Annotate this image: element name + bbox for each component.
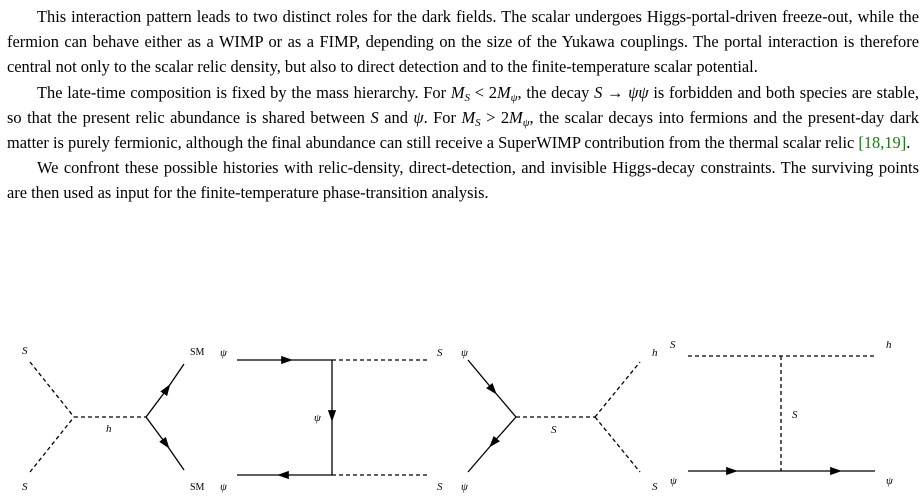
d1-sm-bottom-segment [166,444,184,470]
p2-text-6: , the scalar decays into fermions and the present-day dark matter is purely fermionic, although the final abundance can still receive a SuperWIMP contribution from the thermal scalar relic [7,107,919,152]
p2-text-5: . For [423,107,462,127]
d3-fermion-in-bottom [493,417,516,443]
d1-sm-top-segment [146,389,167,417]
d4-label-top-left: S [670,339,676,351]
d2-label-mid: ψ [314,412,321,424]
d4-label-top-right: h [886,339,892,351]
d1-label-bottom-left: S [22,481,28,493]
p2-text-4: and [378,107,414,127]
d2-label-bottom-left: ψ [220,481,227,493]
d3-fermion-in-bottom-arrow [468,443,493,472]
math-gt: > 2 [480,107,510,127]
d3-label-bottom-left: ψ [461,481,468,493]
d4-label-bottom-right: ψ [886,475,893,487]
d3-label-top-left: ψ [461,347,468,359]
math-lt: < 2 [470,82,497,102]
diagram-scalar-s-channel [468,360,640,472]
d1-label-bottom-right: SM [190,482,205,493]
p2-text-2: , the decay [517,82,595,102]
d3-scalar-out [595,417,640,472]
d1-label-top-left: S [22,345,28,357]
math-psi: ψ [413,107,424,127]
d2-label-top-right: S [437,347,443,359]
citation-link[interactable]: [18,19] [858,132,907,152]
d1-sm-bottom-arrow [146,417,166,444]
d1-scalar-in-top [30,362,74,417]
d3-higgs-out [595,362,640,417]
d3-label-bottom-right: S [652,481,658,493]
diagram-fermion-t-channel [237,360,428,475]
math-ms: $M_S$ [450,82,470,104]
diagram-1-labels [22,345,205,493]
p1-text: This interaction pattern leads to two distinct roles for the dark fields. The scalar undergoes Higgs-portal-driven freeze-out, while the fermion can behave either as a WIMP or as a FIMP, depending on the size of the Yukawa couplings. The portal interaction is therefore central not only to the scalar relic density, but also to direct detection and to the finite-temperature scalar potential. [7,7,919,76]
math-s: S [370,107,379,127]
d3-fermion-in-top [493,390,516,417]
d4-label-bottom-left: ψ [670,475,677,487]
d3-label-mid: S [551,424,557,436]
d1-label-mid: h [106,423,112,435]
d3-label-top-right: h [652,347,658,359]
p2-text-7: . [906,132,911,152]
p3-text: We confront these possible histories with relic-density, direct-detection, and invisible Higgs-decay constraints. The surviving points are then used as input for the finite-temperature phase-transition analysis. [7,158,919,202]
d2-label-bottom-right: S [437,481,443,493]
d4-label-mid: S [792,409,798,421]
p2-text-1: The late-time composition is fixed by the mass hierarchy. For [37,82,451,102]
d1-scalar-in-bottom [30,417,74,472]
math-mpsi: $M_\psi$ [496,82,518,104]
diagram-scalar-t-channel [688,356,875,471]
d1-label-top-right: SM [190,347,205,358]
math-decay: S → ψψ [594,82,649,102]
math-mpsi-2: $M_\psi$ [509,107,530,129]
math-ms-2: $M_S$ [461,107,481,129]
d1-sm-top-arrow [167,364,184,389]
p2-text-3: is forbidden and both species are stable, so that the present relic abundance is shared between [7,82,919,127]
diagram-3-labels [461,347,658,493]
d2-label-top-left: ψ [220,347,227,359]
diagram-higgs-s-channel [30,362,184,472]
d3-fermion-in-top-arrow [468,360,493,390]
